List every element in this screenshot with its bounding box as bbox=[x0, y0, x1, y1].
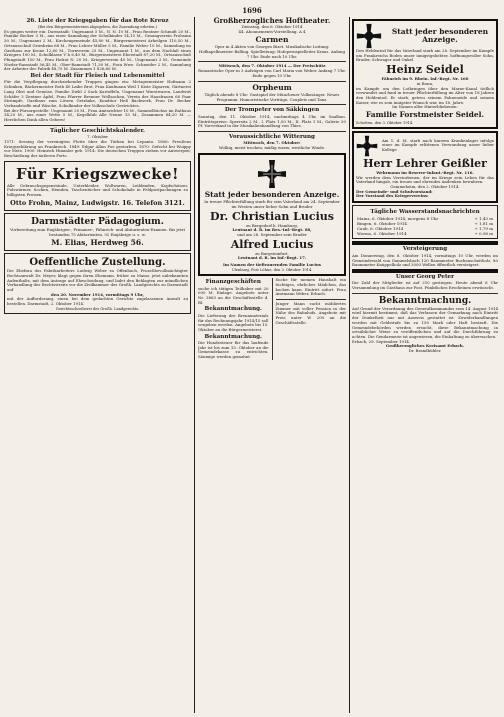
obituary-seidel-heading: Statt jeder besonderen Anzeige. bbox=[391, 26, 489, 44]
small-ad-notice2-body: Die Hundesteuer für das laufende Jahr ist bis zum 15. Oktober an die Gemeindekasse zu entrichten. Säumige werden gemahnt. bbox=[198, 340, 269, 360]
ad-war-purposes-firm: Otto Frohn, Mainz, Ludwigstr. 16. Telefon 3121. bbox=[10, 198, 185, 207]
water-place: Mainz, 6. Oktober 1914, morgens 8 Uhr bbox=[357, 216, 439, 222]
meat-body: Für die Verpflegung durchziehender Truppen gingen ein: Metzgermeister Hofmann 2 Schinken, Bäckermeister Roth 40 Laibe Brot, Frau Kaufmann Weil 1 Kiste Zigarren, Gärtnerei Lang Obst und Gemüse, Familie Diehl 2 Sack Kartoffeln, Ungenannt Wurstwaren, Landwirt Schäfer 3 Zentner Äpfel, Frau Pfarrer Brenner Wollsachen, Verein der Hausfrauen 60 Paar Strümpfe, Gasthaus zum Löwen Getränke, Konditor Heß Backwerk, Frau Dr. Becker Verbandstoffe und Wäsche, Schulkinder der Volksschule Gestricktes. bbox=[4, 79, 191, 108]
page-number: 1696 bbox=[242, 6, 262, 15]
obituary-seidel-place: Schotten, den 3. Oktober 1914. bbox=[356, 120, 414, 125]
ad-war-purposes bbox=[4, 161, 191, 212]
meat-title: Bei der Stadt für Fleisch und Lebensmittel bbox=[30, 73, 165, 80]
table-row bbox=[355, 231, 495, 236]
calendar-date: 7. Oktober bbox=[86, 134, 109, 140]
obituary-geissler bbox=[352, 131, 498, 203]
small-ad-notice-title: Bekanntmachung. bbox=[204, 306, 262, 313]
obituary-name-alfred-place: zu Burgsteinfurt, bbox=[255, 250, 289, 256]
auction-title: Versteigerung bbox=[402, 246, 448, 253]
small-ad-maid-body: Suche für meinen Haushalt ein tüchtiges, ehrliches Mädchen, das kochen kann. Eintritt sofort. Frau Amtmann Weber, Erbach. bbox=[275, 277, 346, 297]
water-place: Caub, 6. Oktober 1914 bbox=[357, 226, 404, 232]
divider bbox=[198, 61, 346, 62]
extra-body: Bei der Fürsorgestelle: Ungenannt 20 M., Frau Amtsrichter 10 M., Sammelbüchse im Rathaus 34,20 M., aus einer Wette 5 M., Kegelklub Alle Neune 15 M., Zusammen 84,20 M. — Herzlichen Dank allen Gebern! bbox=[4, 107, 191, 123]
announcement-name: Dr. Brandhübler. bbox=[408, 348, 442, 354]
theatre-next: Mittwoch, den 7. Oktober 1914 — Der Freischütz bbox=[218, 63, 326, 69]
concert-title: Der Trompeter von Säkkingen bbox=[224, 107, 320, 114]
obituary-lucius-heading: Statt jeder besonderen Anzeige. bbox=[204, 189, 340, 199]
weather-title: Voraussichtliche Witterung bbox=[229, 133, 315, 140]
obituary-seidel-sign-label: Im Namen aller Hinterbliebenen: bbox=[392, 104, 458, 110]
obituary-name-christian: Dr. Christian Lucius bbox=[210, 209, 334, 223]
water-levels-table bbox=[355, 216, 495, 236]
obituary-seidel-intro: Den Heldentod für das Vaterland starb am 28. September im Kampfe um Frankreichs Boden unser innigstgeliebter, hoffnungsvoller Sohn, Bruder, Schwager und Onkel bbox=[356, 48, 494, 63]
small-ads-right bbox=[276, 278, 347, 360]
auction-body: Am Donnerstag, den 8. Oktober 1914, vormittags 10 Uhr, werden im Gemeindewald von Gammelsbach 120 Raummeter Buchenscheitholz, 80 Raummeter Knüppelholz und 3000 Wellen öffentlich versteigert. bbox=[352, 252, 498, 268]
water-place: Bingen, 6. Oktober 1914 bbox=[357, 221, 407, 227]
column-left bbox=[4, 17, 191, 713]
obituary-geissler-body: Wir werden dem Verstorbenen, der im Kriege sein Leben für das Vaterland hingab, ein treues und ehrendes Andenken bewahren. bbox=[356, 174, 494, 185]
water-value: + 1,79 m bbox=[474, 226, 493, 232]
obituary-lucius-sign: Im Namen der tieftrauernden Familie Lucius bbox=[223, 262, 321, 268]
ad-war-purposes-title: Für Kriegszwecke! bbox=[16, 164, 179, 183]
ad-public-notice-title: Oeffentliche Zustellung. bbox=[29, 257, 166, 269]
small-ad-room-body: Junger Mann sucht möbliertes Zimmer mit voller Pension in der Nähe des Bahnhofs. Angebote mit Preis unter W 200 an die Geschäftsstelle. bbox=[275, 301, 346, 325]
weather-date: Mittwoch, den 7. Oktober: bbox=[243, 140, 301, 146]
obituary-geissler-name: Herr Lehrer Geißler bbox=[363, 156, 487, 170]
obituary-seidel bbox=[352, 19, 498, 129]
theatre-title: Großherzogliches Hoftheater. bbox=[213, 17, 331, 25]
ad-paedagogium-body: Vorbereitung zum Einjährigen-, Primaner-, Fähnrich- und Abiturienten-Examen. Bis jetzt bestanden 75 Abiturienten, 92 Einjährige u. s. w. bbox=[9, 227, 186, 237]
ad-public-notice-tail: mit der Aufforderung, einen bei dem gedachten Gerichte zugelassenen Anwalt zu bestellen. Darmstadt, 2. Oktober 1914. bbox=[7, 296, 188, 307]
ad-paedagogium-firm: M. Elias, Herdweg 56. bbox=[51, 237, 144, 247]
column-middle bbox=[198, 17, 346, 713]
obituary-lucius-place: Ulenburg, Post Löhne, den 3. Oktober 1914. bbox=[231, 267, 313, 272]
announcement-body: Auf Grund der Verordnung des Generalkommandos vom 14. August 1914 wird hiermit bestimmt, daß das Verlassen der Gemarkung nach Eintritt der Dunkelheit nur mit Ausweis gestattet ist. Zuwiderhandlungen werden mit Geldstrafe bis zu 150 Mark oder Haft bestraft. Die Gemeindebehörden werden ersucht, diese Bekanntmachung in ortsüblicher Weise zu veröffentlichen und auf die Durchführung zu achten. Die Gendarmerie ist angewiesen, die Einhaltung zu überwachen. bbox=[352, 305, 498, 339]
obituary-seidel-body: im Kampfe um den Lothringen über den Marne-Kanal tödlich verwundet und fand in treuer Pflichterfüllung im Alter von 18 Jahren den Heldentod. Er starb, getreu seinem Fahneneide und seinem Kaiser, wie es sein innigster Wunsch war, im 18. Jahre. bbox=[356, 85, 494, 105]
theatre-next-body: Romantische Oper in 3 Aufzügen von Carl Maria von Weber. Anfang 7 Uhr. Ende gegen 10 Uhr. bbox=[198, 68, 346, 78]
theatre-body: Oper in 4 Akten von Georges Bizet. Musikalische Leitung: Hofkapellmeister Balling. Spielleitung: Hofopernspielleiter Kraus. Anfang 7 Uhr. Ende nach 10 Uhr. bbox=[199, 44, 345, 59]
obituary-geissler-rank: Wehrmann im Reserve-Infant.-Regt. Nr. 116. bbox=[376, 169, 474, 175]
orpheum-body: Täglich abends 8 Uhr: Gastspiel der Münchener Volkssänger. Neues Programm. Humoristische Vorträge, Couplets und Tanz. bbox=[204, 92, 340, 102]
small-ads-left bbox=[198, 278, 269, 360]
concert-body: Sonntag, den 11. Oktober 1914, nachmittags 4 Uhr, im Saalbau. Eintrittspreise: Sperrsitz 2 M., I. Platz 1,50 M., II. Platz 1 M., Galerie 50 Pf. Vorverkauf in der Musikalienhandlung von Thies. bbox=[198, 113, 346, 129]
donation-list-subtitle: (Bei den Bürgermeistereien abgegeben, die Zusendung erbeten.) bbox=[37, 25, 158, 30]
donation-list-title: 26. Liste der Kriegsgaben für das Rote Kreuz bbox=[26, 18, 169, 24]
divider bbox=[198, 81, 346, 82]
obituary-connector: und am 28. September sein Bruder bbox=[237, 232, 307, 238]
black-rule bbox=[352, 269, 498, 273]
announcement-sign: Großherzogliches Kreisamt Erbach. bbox=[385, 343, 465, 349]
ad-public-notice bbox=[4, 253, 191, 314]
ad-public-notice-body: Die Ehefrau des Fabrikarbeiters Ludwig Weber zu Offenbach, Prozeßbevollmächtigter Rechtsanwalt Dr. Meyer, klagt gegen ihren Ehemann, früher zu Mainz, jetzt unbekannten Aufenthalts, mit dem Antrage auf Ehescheidung, und ladet den Beklagten zur mündlichen Verhandlung des Rechtsstreits vor die Zivilkammer des Großh. Landgerichts zu Darmstadt auf bbox=[7, 268, 188, 293]
ad-public-notice-date: den 20. November 1914, vormittags 9 Uhr, bbox=[51, 291, 144, 297]
small-ad-finance-body: suche ich tätigen Teilhaber mit 20 000 M. Einlage. Angebote unter Nr. 3863 an die Geschäftsstelle d. Bl. bbox=[198, 285, 269, 305]
donation-list-body: Es gingen weiter ein: Darmstadt: Ungenannt 5 M., N. N. 10 M., Frau Rentner Schmidt 20 M., Familie Becker 3 M., aus einer Sammlung der Schulkinder 14,15 M., Gesangverein Frohsinn 30 M., Ungenannt 2 M., Kirchengemeinde 45,80 M., Bürgermeisterei Arheilgen 110,50 M., Ortsausschuß Griesheim 68 M., Frau Lehrer Müller 5 M., Familie Weber 10 M., Sammlung im Gasthaus zur Krone 12,60 M., Turnverein 25 M., Ungenannt 1 M., aus dem Nachlaß eines Kriegers 100 M., Schulklasse V b 6,40 M., Bürgermeisterei Eberstadt 87,20 M., Ortsausschuß Pfungstadt 150 M., Frau Hofrat N. 20 M., Kriegerverein 40 M., Ungenannt 3 M., Gemeinde Nieder-Ramstadt 56,45 M., Ober-Ramstadt 71,30 M., Frau Wwe. Schneider 2 M., Sammlung der Arbeiter der Fabrik 48,75 M. Zusammen 1 826,60 M. bbox=[4, 28, 191, 72]
obituary-seidel-sign: Familie Forstmeister Seidel. bbox=[365, 110, 485, 120]
obituary-seidel-rank: Fähnrich im 9. Rhein. Inf.-Regt. Nr. 160 bbox=[381, 76, 469, 82]
orpheum-title: Orpheum bbox=[252, 82, 292, 92]
obituary-geissler-intro: Am 1. d. M. starb nach kurzem Krankenlager infolge einer im Kampfe erlittenen Verwundung unser lieber Kollege bbox=[382, 137, 494, 153]
ad-public-notice-sign: Gerichtsschreiberei des Großh. Landgerichts. bbox=[55, 306, 140, 311]
water-levels bbox=[352, 205, 498, 239]
obituary-lucius bbox=[198, 153, 346, 276]
obituary-seidel-header bbox=[356, 23, 494, 49]
calendar-title: Täglicher Geschichtskalender. bbox=[49, 127, 145, 134]
water-value: + 0,98 m bbox=[474, 231, 493, 237]
obituary-geissler-header bbox=[356, 135, 494, 157]
divider bbox=[352, 293, 498, 294]
weather-body: Wolkig, meist trocken, mäßig warm, westliche Winde. bbox=[218, 145, 326, 151]
obituary-geissler-sign1: Der Gemeinde- und Schulvorstand: bbox=[356, 188, 433, 194]
divider bbox=[198, 104, 346, 105]
column-rule-right bbox=[349, 17, 350, 713]
obituary-lucius-intro: In treuer Pflichterfüllung starb für sein Vaterland am 24. September im Westen unser lieber Sohn und Bruder bbox=[204, 199, 340, 209]
iron-cross-icon bbox=[356, 23, 382, 49]
water-place: Worms, 6. Oktober 1914 bbox=[357, 231, 407, 237]
water-value: + 1,81 m bbox=[474, 221, 493, 227]
theatre-play: Carmen bbox=[255, 34, 289, 44]
divider bbox=[198, 131, 346, 132]
obituary-seidel-rank2: in Bonn, bbox=[416, 80, 434, 86]
column-rule-left bbox=[194, 17, 195, 713]
small-ads-row bbox=[198, 278, 346, 360]
calendar-body: 1571: Seesieg der vereinigten Flotte über die Türken bei Lepanto. 1806: Preußens Kriegserklärung an Frankreich. 1849: Edgar Allan Poe gestorben. 1870: Gefecht bei Woippy vor Metz. 1900: Heinrich Himmler geb. 1914: Die deutschen Truppen stehen vor Antwerpen; Beschießung der äußeren Forts. bbox=[4, 138, 191, 158]
black-rule bbox=[352, 241, 498, 245]
water-value: + 1,43 m bbox=[474, 216, 493, 222]
small-ads-rule bbox=[272, 278, 273, 360]
announcement-place: Erbach, 29. September 1914. bbox=[352, 338, 411, 344]
small-ad-finance-title: Finanzgeschäften bbox=[205, 279, 261, 286]
ad-paedagogium bbox=[4, 213, 191, 251]
water-levels-title: Tägliche Wasserstandsnachrichten bbox=[370, 209, 480, 216]
iron-cross-icon bbox=[257, 159, 287, 189]
ad-war-purposes-body: Alle Gebrauchsgegenstände, Unterkleider, Wollwaren, Leibbinden, Kopfschützer, Pulswärmer, Socken, Hemden, Taschentücher und Schokolade in Feldpostpackungen zu billigsten Preisen. bbox=[7, 182, 188, 198]
obituary-name-christian-place: zu Bergedorf b. Hamburg, bbox=[246, 222, 298, 228]
divider bbox=[4, 125, 191, 126]
obituary-name-alfred: Alfred Lucius bbox=[230, 237, 314, 251]
ad-paedagogium-title: Darmstädter Pädagogium. bbox=[31, 217, 164, 228]
obituary-name-alfred-rank: Leutnant d. R. im Inf.-Regt. 17. bbox=[237, 255, 307, 261]
divider bbox=[276, 299, 347, 300]
theatre-date: Dienstag, den 6. Oktober 1914 bbox=[241, 24, 303, 30]
theatre-abo: 44. Abonnements-Vorstellung. A 4 bbox=[238, 29, 306, 35]
obituary-geissler-sign2: Der Vorstand des Kriegervereins: bbox=[356, 193, 429, 199]
small-ad-notice-body: Die Lieferung des Brennmaterials für das Rechnungsjahr 1914/15 soll vergeben werden. Angebote bis 15. Oktober an die Bürgermeisterei. bbox=[198, 312, 269, 332]
obituary-seidel-name: Heinz Seidel bbox=[386, 63, 464, 77]
obituary-geissler-place: Gemmeheim, den 2. Oktober 1914. bbox=[390, 183, 460, 189]
announcement-title: Bekanntmachung. bbox=[378, 295, 472, 306]
club-notice-body: Die Zahl der Mitglieder ist auf 210 gestiegen. Heute abend 8 Uhr Versammlung im Gasthaus zur Post. Pünktliches Erscheinen erwünscht. bbox=[352, 280, 498, 291]
club-notice-title: Unser Georg Peter bbox=[395, 273, 455, 280]
obituary-name-christian-rank: Leutnant d. R. im Res.-Inf.-Regt. 88, bbox=[232, 227, 312, 233]
iron-cross-icon bbox=[356, 135, 378, 157]
small-ad-notice2-title: Bekanntmachung. bbox=[204, 333, 262, 340]
column-right bbox=[352, 17, 498, 713]
